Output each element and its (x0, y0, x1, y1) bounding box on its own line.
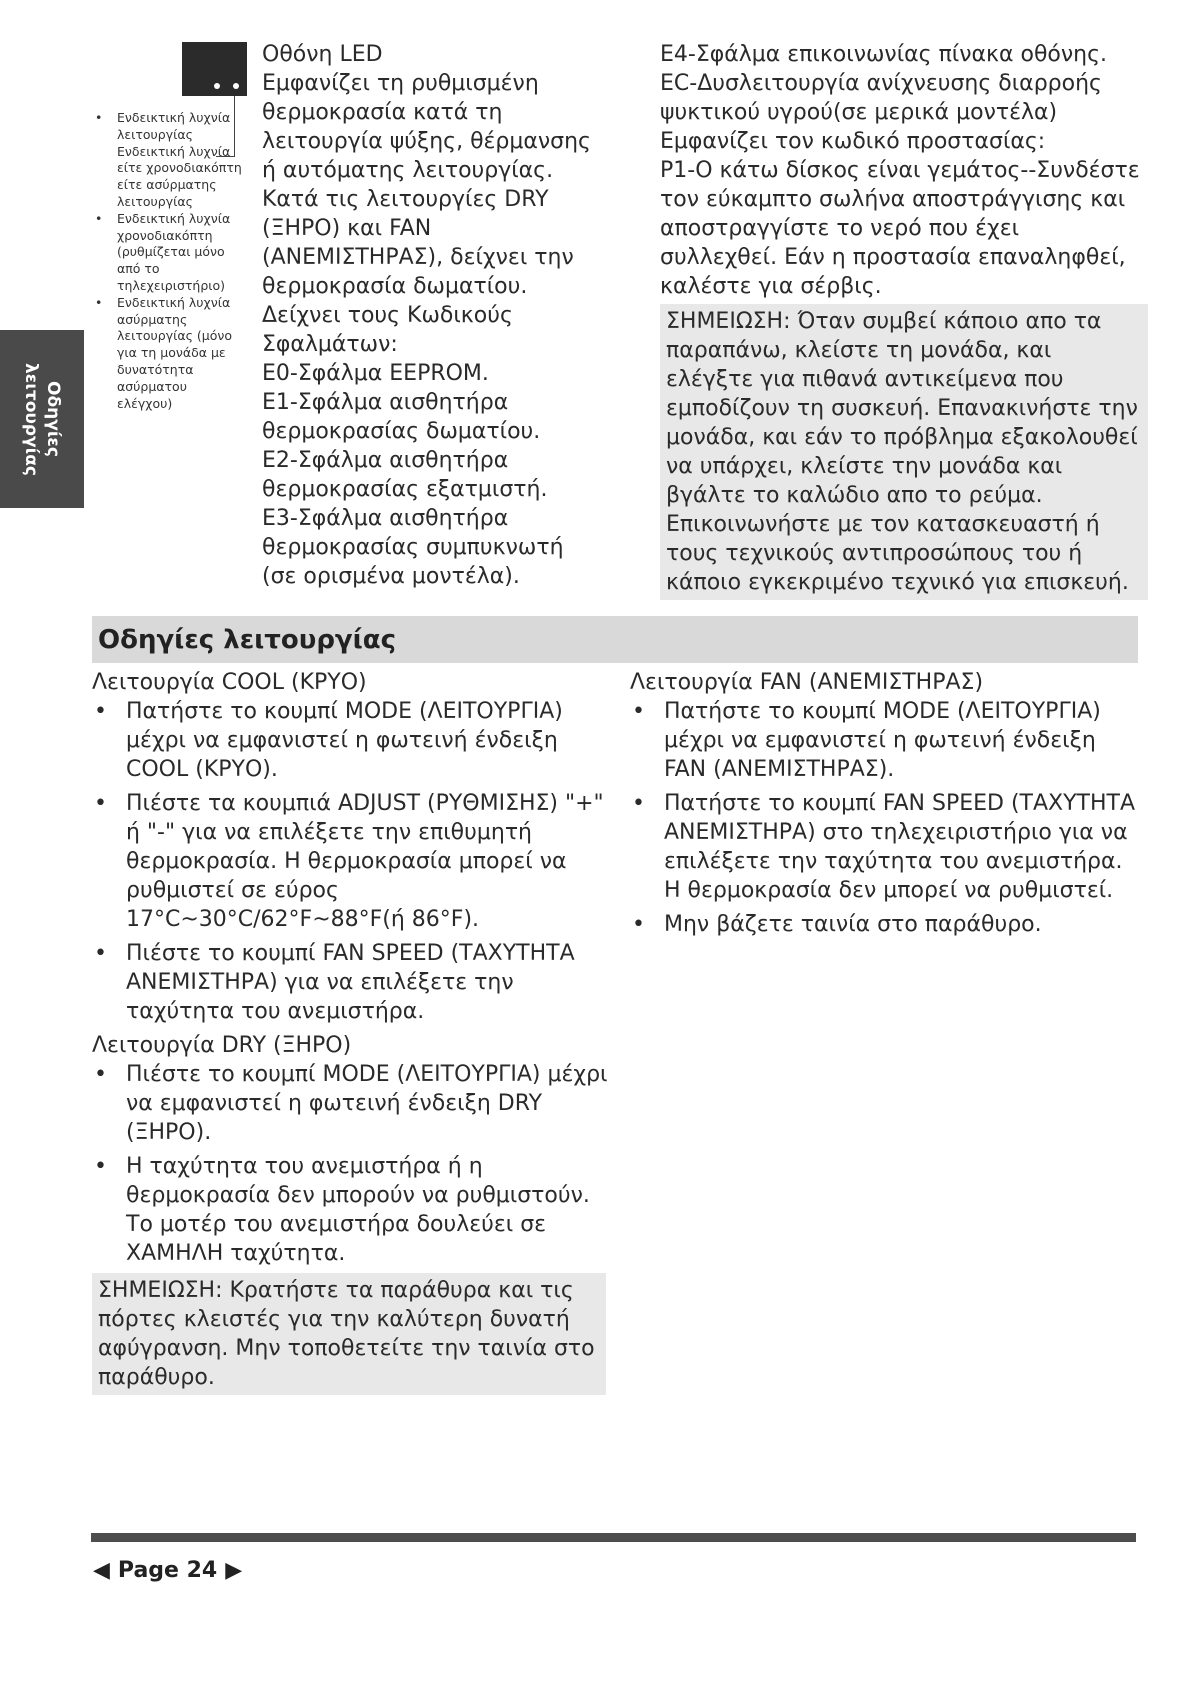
fan-list (630, 697, 1140, 939)
fan-heading: Λειτουργία FAN (ΑΝΕΜΙΣΤΗΡΑΣ) (630, 670, 984, 695)
right-column (630, 668, 1140, 944)
list-item: • Πατήστε το κουμπί MODE (ΛΕΙΤΟΥΡΓΙΑ) μέχρι να εμφανιστεί η φωτεινή ένδειξη COOL (ΚΡΥΟ). (92, 697, 612, 784)
led-dot (214, 83, 220, 89)
dry-list (92, 1060, 612, 1268)
left-column (92, 668, 612, 1395)
legend-item: • Ενδεικτική λυχνία λειτουργίας Ενδεικτική λυχνία είτε χρονοδιακόπτη είτε ασύρματης λειτουργίας (95, 110, 245, 211)
list-item: • Πιέστε το κουμπί FAN SPEED (ΤΑΧΥΤΗΤΑ ΑΝΕΜΙΣΤΗΡΑ) για να επιλέξετε την ταχύτητα του ανεμιστήρα. (92, 939, 612, 1026)
list-item: • Πιέστε το κουμπί MODE (ΛΕΙΤΟΥΡΓΙΑ) μέχρι να εμφανιστεί η φωτεινή ένδειξη DRY (ΞΗΡΟ). (92, 1060, 612, 1147)
dry-heading: Λειτουργία DRY (ΞΗΡΟ) (92, 1033, 352, 1058)
led-display-illustration (182, 42, 247, 96)
error-codes-continued: E4-Σφάλμα επικοινωνίας πίνακα οθόνης. EC-Δυσλειτουργία ανίχνευσης διαρροής ψυκτικού υγρού(σε μερικά μοντέλα) Εμφανίζει τον κωδικό προστασίας: P1-Ο κάτω δίσκος είναι γεμάτος--Συνδέστε τον εύκαμπτο σωλήνα αποστράγγισης και αποστραγγίστε το νερό που έχει συλλεχθεί. Εάν η προστασία επαναληφθεί, καλέστε για σέρβις. (660, 42, 1140, 299)
legend-item: • Ενδεικτική λυχνία χρονοδιακόπτη (ρυθμίζεται μόνο από το τηλεχειριστήριο) (95, 211, 245, 295)
list-item: • Πατήστε το κουμπί FAN SPEED (ΤΑΧΥΤΗΤΑ ΑΝΕΜΙΣΤΗΡΑ) στο τηλεχειριστήριο για να επιλέξετε την ταχύτητα του ανεμιστήρα. Η θερμοκρασία δεν μπορεί να ρυθμιστεί. (630, 789, 1140, 905)
list-item: • Μην βάζετε ταινία στο παράθυρο. (630, 910, 1140, 939)
prev-page-arrow-icon[interactable]: ◀ (93, 1558, 110, 1583)
note-box-top: ΣΗΜΕΙΩΣΗ: Όταν συμβεί κάποιο απο τα παραπάνω, κλείστε τη μονάδα, και ελέγξτε για πιθανά αντικείμενα που εμποδίζουν τη συσκευή. Επανακινήστε την μονάδα, και εάν το πρόβλημα εξακολουθεί να υπάρχει, κλείστε την μονάδα και βγάλτε το καλώδιο απο το ρεύμα. Επικοινωνήστε με τον κατασκευαστή ή τους τεχνικούς αντιπροσώπους του ή κάποιο εγκεκριμένο τεχνικό για επισκευή. (660, 304, 1148, 600)
dry-note: ΣΗΜΕΙΩΣΗ: Κρατήστε τα παράθυρα και τις πόρτες κλειστές για την καλύτερη δυνατή αφύγρανση. Μην τοποθετείτε την ταινία στο παράθυρο. (92, 1273, 606, 1395)
footer-rule (91, 1533, 1136, 1542)
list-item: • Πιέστε τα κουμπιά ADJUST (ΡΥΘΜΙΣΗΣ) "+" ή "-" για να επιλέξετε την επιθυμητή θερμοκρασία. Η θερμοκρασία μπορεί να ρυθμιστεί σε εύρος 17°C~30°C/62°F~88°F(ή 86°F). (92, 789, 612, 934)
next-page-arrow-icon[interactable]: ▶ (225, 1558, 243, 1583)
side-tab (0, 330, 84, 508)
led-legend-list (95, 110, 245, 412)
section-header (92, 616, 1138, 663)
side-tab-label: Οδηγίες λειτουργίας (21, 362, 63, 476)
cool-heading: Λειτουργία COOL (ΚΡΥΟ) (92, 670, 367, 695)
page-footer (93, 1558, 242, 1583)
list-item: • Πατήστε το κουμπί MODE (ΛΕΙΤΟΥΡΓΙΑ) μέχρι να εμφανιστεί η φωτεινή ένδειξη FAN (ΑΝΕΜΙΣΤΗΡΑΣ). (630, 697, 1140, 784)
led-dot (233, 83, 239, 89)
page-number: Page 24 (117, 1558, 218, 1583)
list-item: • Η ταχύτητα του ανεμιστήρα ή η θερμοκρασία δεν μπορούν να ρυθμιστούν. Το μοτέρ του ανεμιστήρα δουλεύει σε ΧΑΜΗΛΗ ταχύτητα. (92, 1152, 612, 1268)
section-title: Οδηγίες λειτουργίας (98, 624, 397, 655)
cool-list (92, 697, 612, 1026)
legend-item: • Ενδεικτική λυχνία ασύρματης λειτουργίας (μόνο για τη μονάδα με δυνατότητα ασύρματου ελέγχου) (95, 295, 245, 413)
led-description: Οθόνη LED Εμφανίζει τη ρυθμισμένη θερμοκρασία κατά τη λειτουργία ψύξης, θέρμανσης ή αυτόματης λειτουργίας. Κατά τις λειτουργίες DRY (ΞΗΡΟ) και FAN (ΑΝΕΜΙΣΤΗΡΑΣ), δείχνει την θερμοκρασία δωματίου. Δείχνει τους Κωδικούς Σφαλμάτων: E0-Σφάλμα EEPROM. E1-Σφάλμα αισθητήρα θερμοκρασίας δωματίου. E2-Σφάλμα αισθητήρα θερμοκρασίας εξατμιστή. E3-Σφάλμα αισθητήρα θερμοκρασίας συμπυκνωτή (σε ορισμένα μοντέλα). (262, 42, 591, 589)
